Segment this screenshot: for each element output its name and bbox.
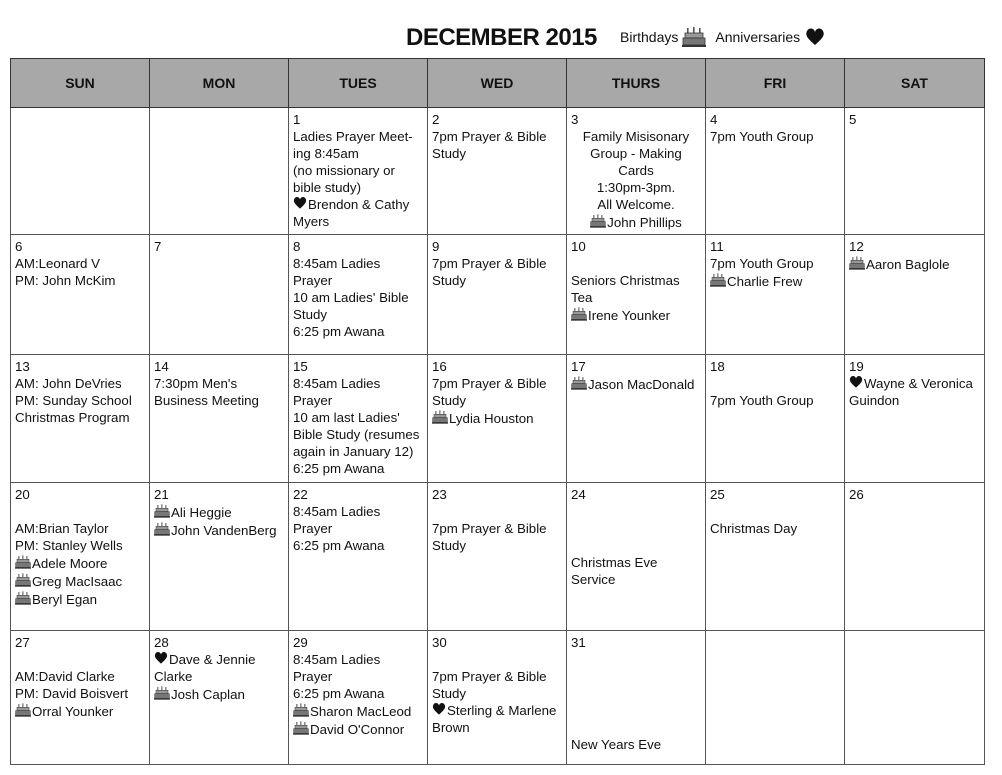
week-row	[11, 235, 985, 355]
event-text: Aaron Baglole	[866, 257, 950, 272]
event-text: Adele Moore	[32, 556, 108, 571]
heart-icon	[293, 196, 307, 210]
birthday-entry	[571, 375, 701, 393]
day-cell	[150, 235, 289, 355]
event-text: Christmas Day	[710, 521, 798, 536]
day-cell	[706, 483, 845, 631]
event-text: Clarke	[154, 669, 193, 684]
event-text: John VandenBerg	[171, 523, 277, 538]
legend-birthdays-label: Birthdays	[620, 29, 679, 45]
day-number: 28	[154, 635, 169, 650]
cake-icon	[432, 409, 448, 425]
event-text: 7pm Youth Group	[710, 393, 814, 408]
event-text: 10 am Ladies' Bible	[293, 290, 409, 305]
day-number: 20	[15, 487, 30, 502]
event-text: PM: Stanley Wells	[15, 538, 123, 553]
event-text: 7pm Prayer & Bible	[432, 256, 547, 271]
day-number: 15	[293, 359, 308, 374]
birthday-entry	[15, 590, 145, 608]
anniversary-entry	[154, 651, 284, 668]
event-text: 8:45am Ladies Prayer	[293, 652, 381, 684]
cake-icon	[571, 375, 587, 391]
heart-icon	[154, 651, 168, 665]
day-cell	[706, 631, 845, 765]
day-cell	[11, 108, 150, 235]
event-text: Ladies Prayer Meet-	[293, 129, 413, 144]
day-number: 21	[154, 487, 169, 502]
day-cell	[567, 483, 706, 631]
day-cell	[567, 235, 706, 355]
event-text: PM: John McKim	[15, 273, 116, 288]
event-text: Greg MacIsaac	[32, 574, 123, 589]
week-row	[11, 355, 985, 483]
event-text: 7pm Youth Group	[710, 256, 814, 271]
day-cell	[567, 108, 706, 235]
anniversary-entry	[293, 196, 423, 213]
birthday-entry	[154, 685, 284, 703]
day-number: 10	[571, 239, 586, 254]
cake-icon	[15, 702, 31, 718]
calendar-title: DECEMBER 2015	[406, 24, 597, 51]
event-text: Christmas Program	[15, 410, 130, 425]
day-number: 24	[571, 487, 586, 502]
day-number: 8	[293, 239, 301, 254]
day-number: 12	[849, 239, 864, 254]
weekday-thurs: THURS	[567, 59, 706, 108]
day-number: 19	[849, 359, 864, 374]
day-cell	[845, 483, 985, 631]
day-cell	[428, 355, 567, 483]
day-number: 14	[154, 359, 169, 374]
cake-icon	[154, 685, 170, 701]
event-text: All Welcome.	[597, 197, 675, 212]
cake-icon	[849, 255, 865, 271]
event-text: AM:Brian Taylor	[15, 521, 109, 536]
day-cell	[706, 108, 845, 235]
day-cell	[428, 108, 567, 235]
event-text: bible study)	[293, 180, 361, 195]
event-text: 6:25 pm Awana	[293, 461, 385, 476]
event-text: 7pm Prayer & Bible	[432, 376, 547, 391]
week-row	[11, 483, 985, 631]
event-text: Beryl Egan	[32, 592, 98, 607]
weekday-wed: WED	[428, 59, 567, 108]
event-text: 7pm Youth Group	[710, 129, 814, 144]
day-number: 6	[15, 239, 23, 254]
day-cell	[289, 108, 428, 235]
cake-icon	[293, 702, 309, 718]
day-number: 1	[293, 112, 301, 127]
event-text: 7:30pm Men's	[154, 376, 238, 391]
day-cell	[845, 108, 985, 235]
event-text: 6:25 pm Awana	[293, 686, 385, 701]
day-number: 31	[571, 635, 586, 650]
day-cell	[567, 631, 706, 765]
event-text: ing 8:45am	[293, 146, 359, 161]
day-number: 22	[293, 487, 308, 502]
day-number: 23	[432, 487, 447, 502]
event-text: New Years Eve	[571, 737, 662, 752]
event-text: Wayne & Veronica	[864, 376, 973, 391]
event-text: 10 am last Ladies'	[293, 410, 400, 425]
weekday-header-row	[11, 59, 985, 108]
weekday-sun: SUN	[11, 59, 150, 108]
birthday-entry	[15, 572, 145, 590]
day-cell	[845, 235, 985, 355]
event-text: Study	[432, 393, 467, 408]
calendar-grid	[10, 58, 985, 765]
event-text: 8:45am Ladies Prayer	[293, 256, 381, 288]
event-text: Charlie Frew	[727, 274, 803, 289]
birthday-entry	[571, 306, 701, 324]
event-text: Guindon	[849, 393, 900, 408]
anniversary-entry	[432, 702, 562, 719]
day-cell	[845, 631, 985, 765]
day-number: 18	[710, 359, 725, 374]
day-cell	[845, 355, 985, 483]
cake-icon	[15, 590, 31, 606]
day-cell	[428, 483, 567, 631]
event-text: Seniors Christmas Tea	[571, 273, 680, 305]
birthday-entry	[293, 720, 423, 738]
day-number: 17	[571, 359, 586, 374]
event-text: Study	[432, 146, 467, 161]
event-text: Study	[432, 538, 467, 553]
day-cell	[428, 235, 567, 355]
event-text: Sterling & Marlene	[447, 703, 557, 718]
week-row	[11, 108, 985, 235]
day-cell	[150, 483, 289, 631]
heart-icon	[805, 27, 825, 47]
weekday-tues: TUES	[289, 59, 428, 108]
event-text: Jason MacDonald	[588, 377, 695, 392]
anniversary-entry	[849, 375, 980, 392]
day-number: 26	[849, 487, 864, 502]
event-text: Brendon & Cathy	[308, 197, 410, 212]
event-text: PM: Sunday School	[15, 393, 132, 408]
cake-icon	[15, 554, 31, 570]
day-number: 7	[154, 239, 162, 254]
birthday-entry	[293, 702, 423, 720]
day-number: 5	[849, 112, 857, 127]
event-text: AM: John DeVries	[15, 376, 122, 391]
event-text: PM: David Boisvert	[15, 686, 129, 701]
cake-icon	[710, 272, 726, 288]
event-text: Orral Younker	[32, 704, 114, 719]
event-text: Study	[293, 307, 328, 322]
cake-icon	[293, 720, 309, 736]
legend-anniversaries-label: Anniversaries	[715, 29, 801, 45]
cake-icon	[154, 503, 170, 519]
day-number: 25	[710, 487, 725, 502]
day-number: 13	[15, 359, 30, 374]
birthday-entry	[571, 213, 701, 231]
weekday-fri: FRI	[706, 59, 845, 108]
event-text: John Phillips	[607, 215, 682, 230]
event-text: Brown	[432, 720, 470, 735]
event-text: Christmas Eve Service	[571, 555, 658, 587]
day-number: 30	[432, 635, 447, 650]
event-text: Dave & Jennie	[169, 652, 256, 667]
birthday-entry	[154, 503, 284, 521]
birthday-entry	[432, 409, 562, 427]
day-cell	[150, 631, 289, 765]
cake-icon	[590, 213, 606, 229]
event-text: 7pm Prayer & Bible	[432, 521, 547, 536]
birthday-entry	[15, 702, 145, 720]
day-number: 16	[432, 359, 447, 374]
cake-icon	[15, 572, 31, 588]
day-cell	[11, 631, 150, 765]
event-text: 7pm Prayer & Bible	[432, 669, 547, 684]
birthday-entry	[15, 554, 145, 572]
event-text: Lydia Houston	[449, 411, 534, 426]
event-text: Myers	[293, 214, 330, 229]
event-text: Sharon MacLeod	[310, 704, 412, 719]
day-cell	[289, 235, 428, 355]
event-text: Josh Caplan	[171, 687, 245, 702]
day-cell	[11, 355, 150, 483]
weekday-sat: SAT	[845, 59, 985, 108]
event-text: Study	[432, 273, 467, 288]
day-number: 2	[432, 112, 440, 127]
day-cell	[150, 108, 289, 235]
event-text: Study	[432, 686, 467, 701]
event-text: Business Meeting	[154, 393, 259, 408]
cake-icon	[682, 26, 706, 48]
day-cell	[428, 631, 567, 765]
day-cell	[289, 355, 428, 483]
event-text: David O'Connor	[310, 722, 405, 737]
day-cell	[150, 355, 289, 483]
heart-icon	[849, 375, 863, 389]
event-text: (no missionary or	[293, 163, 395, 178]
birthday-entry	[154, 521, 284, 539]
day-number: 4	[710, 112, 718, 127]
day-cell	[567, 355, 706, 483]
day-number: 3	[571, 112, 579, 127]
event-text: 6:25 pm Awana	[293, 324, 385, 339]
event-text: 8:45am Ladies Prayer	[293, 504, 381, 536]
cake-icon	[154, 521, 170, 537]
heart-icon	[432, 702, 446, 716]
birthday-entry	[849, 255, 980, 273]
day-cell	[289, 631, 428, 765]
event-text: 7pm Prayer & Bible	[432, 129, 547, 144]
event-text: Group - Making Cards	[590, 146, 682, 178]
day-number: 27	[15, 635, 30, 650]
day-cell	[289, 483, 428, 631]
event-text: AM:David Clarke	[15, 669, 115, 684]
day-cell	[11, 483, 150, 631]
weekday-mon: MON	[150, 59, 289, 108]
day-number: 9	[432, 239, 440, 254]
legend	[620, 26, 826, 48]
event-text: 6:25 pm Awana	[293, 538, 385, 553]
day-cell	[706, 235, 845, 355]
event-text: Bible Study (resumes	[293, 427, 420, 442]
day-number: 11	[710, 239, 724, 254]
day-cell	[706, 355, 845, 483]
day-number: 29	[293, 635, 308, 650]
event-text: Ali Heggie	[171, 505, 232, 520]
event-text: Family Misisonary	[582, 129, 690, 144]
cake-icon	[571, 306, 587, 322]
week-row	[11, 631, 985, 765]
event-text: Irene Younker	[588, 308, 671, 323]
event-text: 1:30pm-3pm.	[596, 180, 676, 195]
day-cell	[11, 235, 150, 355]
event-text: 8:45am Ladies Prayer	[293, 376, 381, 408]
event-text: AM:Leonard V	[15, 256, 101, 271]
event-text: again in January 12)	[293, 444, 414, 459]
birthday-entry	[710, 272, 840, 290]
